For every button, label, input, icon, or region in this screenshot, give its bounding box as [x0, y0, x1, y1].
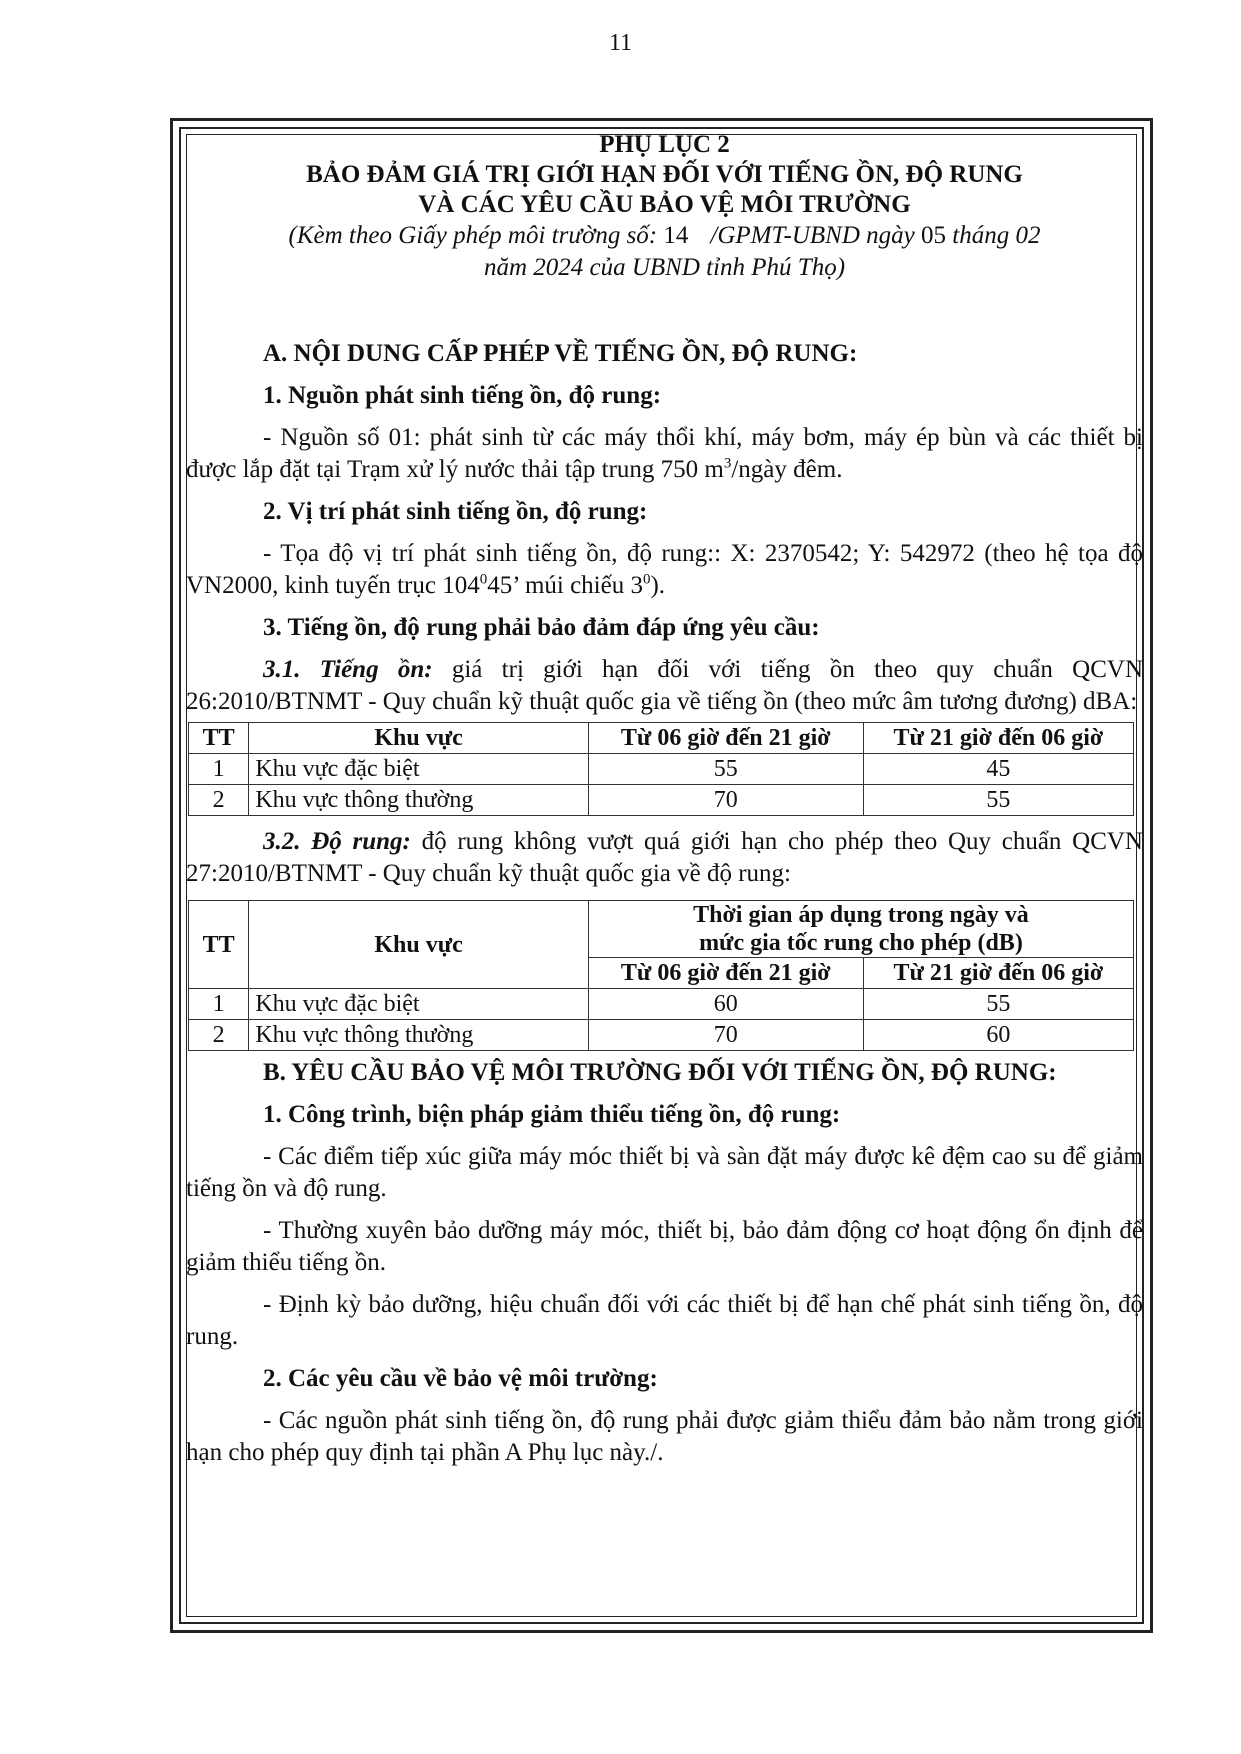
section-a-item1-text: - Nguồn số 01: phát sinh từ các máy thổi khí, máy bơm, máy ép bùn và các thiết bị được lắp đặt tại Trạm xử lý nước thải tập trung 750 $m^3$/ngày đêm.	[186, 424, 1143, 483]
noise-limit-text: 3.1. Tiếng ồn: giá trị giới hạn đối với tiếng ồn theo quy chuẩn QCVN 26:2010/BTNMT - Quy chuẩn kỹ thuật quốc gia về tiếng ồn (theo mức âm tương đương) dBA:	[186, 656, 1143, 715]
appendix-note-2: năm 2024 của UBND tỉnh Phú Thọ)	[483, 254, 846, 281]
table-header-row: Từ 06 giờ đến 21 giờ Từ 21 giờ đến 06 giờ	[189, 958, 1134, 989]
noise-limit-table	[188, 722, 1134, 816]
section-a-item3-title: 3. Tiếng ồn, độ rung phải bảo đảm đáp ứng yêu cầu:	[263, 614, 820, 641]
section-b-item1-title: 1. Công trình, biện pháp giảm thiểu tiếng ồn, độ rung:	[263, 1101, 841, 1128]
section-b-paragraph-1: - Các điểm tiếp xúc giữa máy móc thiết bị và sàn đặt máy được kê đệm cao su để giảm tiếng ồn và độ rung.	[186, 1143, 1143, 1202]
table-row: 2 Khu vực thông thường 70 60	[189, 1020, 1134, 1051]
permit-day: 05	[921, 222, 946, 249]
table-header-row: TT Khu vực Thời gian áp dụng trong ngày và mức gia tốc rung cho phép (dB)	[189, 901, 1134, 958]
vibration-limit-text: 3.2. Độ rung: độ rung không vượt quá giới hạn cho phép theo Quy chuẩn QCVN 27:2010/BTNMT - Quy chuẩn kỹ thuật quốc gia về độ rung:	[186, 828, 1143, 887]
permit-number: 14	[663, 222, 689, 249]
section-b-paragraph-3: - Định kỳ bảo dưỡng, hiệu chuẩn đối với các thiết bị để hạn chế phát sinh tiếng ồn, độ rung.	[186, 1291, 1143, 1350]
table-row: 1 Khu vực đặc biệt 55 45	[189, 754, 1134, 785]
appendix-subtitle-1: BẢO ĐẢM GIÁ TRỊ GIỚI HẠN ĐỐI VỚI TIẾNG ỒN, ĐỘ RUNG	[306, 161, 1023, 188]
section-b-paragraph-4: - Các nguồn phát sinh tiếng ồn, độ rung phải được giảm thiểu đảm bảo nằm trong giới hạn cho phép quy định tại phần A Phụ lục này./.	[186, 1407, 1143, 1466]
appendix-subtitle-2: VÀ CÁC YÊU CẦU BẢO VỆ MÔI TRƯỜNG	[418, 191, 911, 218]
section-b-title: B. YÊU CẦU BẢO VỆ MÔI TRƯỜNG ĐỐI VỚI TIẾNG ỒN, ĐỘ RUNG:	[263, 1059, 1057, 1086]
appendix-title: PHỤ LỤC 2	[599, 131, 730, 158]
section-b-item2-title: 2. Các yêu cầu về bảo vệ môi trường:	[263, 1365, 658, 1392]
section-a-title: A. NỘI DUNG CẤP PHÉP VỀ TIẾNG ỒN, ĐỘ RUNG:	[263, 340, 858, 367]
vibration-limit-table	[188, 900, 1134, 1051]
table-row: 2 Khu vực thông thường 70 55	[189, 785, 1134, 816]
table-row: 1 Khu vực đặc biệt 60 55	[189, 989, 1134, 1020]
document-body	[186, 130, 1143, 1469]
appendix-note-1: (Kèm theo Giấy phép môi trường số: 14 /GPMT-UBND ngày 05 tháng 02	[288, 222, 1041, 249]
table-header-row: TT Khu vực Từ 06 giờ đến 21 giờ Từ 21 giờ đến 06 giờ	[189, 723, 1134, 754]
section-a-item2-text: - Tọa độ vị trí phát sinh tiếng ồn, độ rung:: X: 2370542; Y: 542972 (theo hệ tọa độ VN2000, kinh tuyến trục $104^045$’ múi chiếu $3^0$).	[186, 540, 1143, 599]
section-a-item1-title: 1. Nguồn phát sinh tiếng ồn, độ rung:	[263, 382, 662, 409]
page-number: 11	[608, 30, 633, 56]
section-a-item2-title: 2. Vị trí phát sinh tiếng ồn, độ rung:	[263, 498, 648, 525]
section-b-paragraph-2: - Thường xuyên bảo dưỡng máy móc, thiết bị, bảo đảm động cơ hoạt động ổn định để giảm thiểu tiếng ồn.	[186, 1217, 1143, 1276]
